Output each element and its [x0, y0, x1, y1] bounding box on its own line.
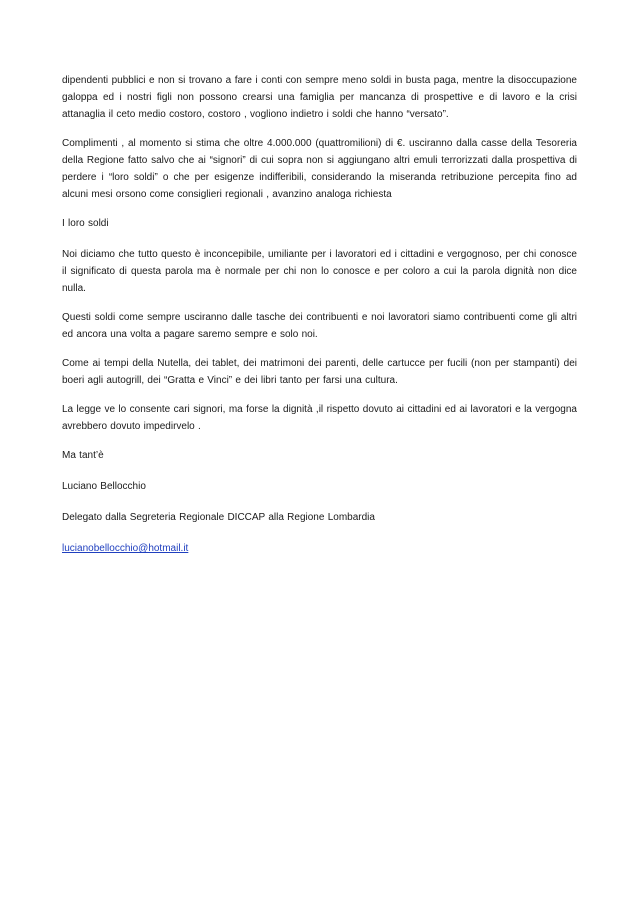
email-link[interactable]: lucianobellocchio@hotmail.it [62, 543, 189, 554]
paragraph-contribuenti: Questi soldi come sempre usciranno dalle tasche dei contribuenti e noi lavoratori siamo contribuenti come gli altri ed ancora una volta a pagare saremo sempre e solo noi. [62, 312, 577, 340]
signature-name: Luciano Bellocchio [62, 481, 146, 492]
paragraph-complimenti: Complimenti , al momento si stima che oltre 4.000.000 (quattromilioni) di €. usciranno dalla casse della Tesoreria della Regione fatto salvo che ai “signori” di cui sopra non si aggiungano altri emuli terrorizzati dalla prospettiva di perdere i “loro soldi” o che per esigenze indifferibili, considerando la miseranda retribuzione percepita fino ad alcuni mesi orsono come consiglieri regionali , avanzino analoga richiesta [62, 138, 577, 200]
paragraph-disoccupazione: dipendenti pubblici e non si trovano a fare i conti con sempre meno soldi in busta paga, mentre la disoccupazione galoppa ed i nostri figli non possono crearsi una famiglia per mancanza di prospettive e di lavoro e la crisi attanaglia il ceto medio costoro, costoro , vogliono indietro i soldi che hanno “versato”. [62, 75, 577, 120]
paragraph-inconcepibile: Noi diciamo che tutto questo è inconcepibile, umiliante per i lavoratori ed i cittadini e vergognoso, per chi conosce il significato di questa parola ma è normale per chi non lo conosce e per coloro a cui la parola dignità non dice nulla. [62, 249, 577, 294]
signature-role: Delegato dalla Segreteria Regionale DICCAP alla Regione Lombardia [62, 512, 375, 523]
document-body [62, 72, 577, 571]
paragraph-nutella: Come ai tempi della Nutella, dei tablet, dei matrimoni dei parenti, delle cartucce per fucili (non per stampanti) dei boeri agli autogrill, dei “Gratta e Vinci” e dei libri tanto per farsi una cultura. [62, 358, 577, 386]
paragraph-legge: La legge ve lo consente cari signori, ma forse la dignità ,il rispetto dovuto ai cittadini ed ai lavoratori e la vergogna avrebbero dovuto impedirvelo . [62, 404, 577, 432]
email-line [62, 540, 577, 557]
paragraph-loro-soldi: I loro soldi [62, 218, 109, 229]
paragraph-ma-tante: Ma tant’è [62, 450, 104, 461]
